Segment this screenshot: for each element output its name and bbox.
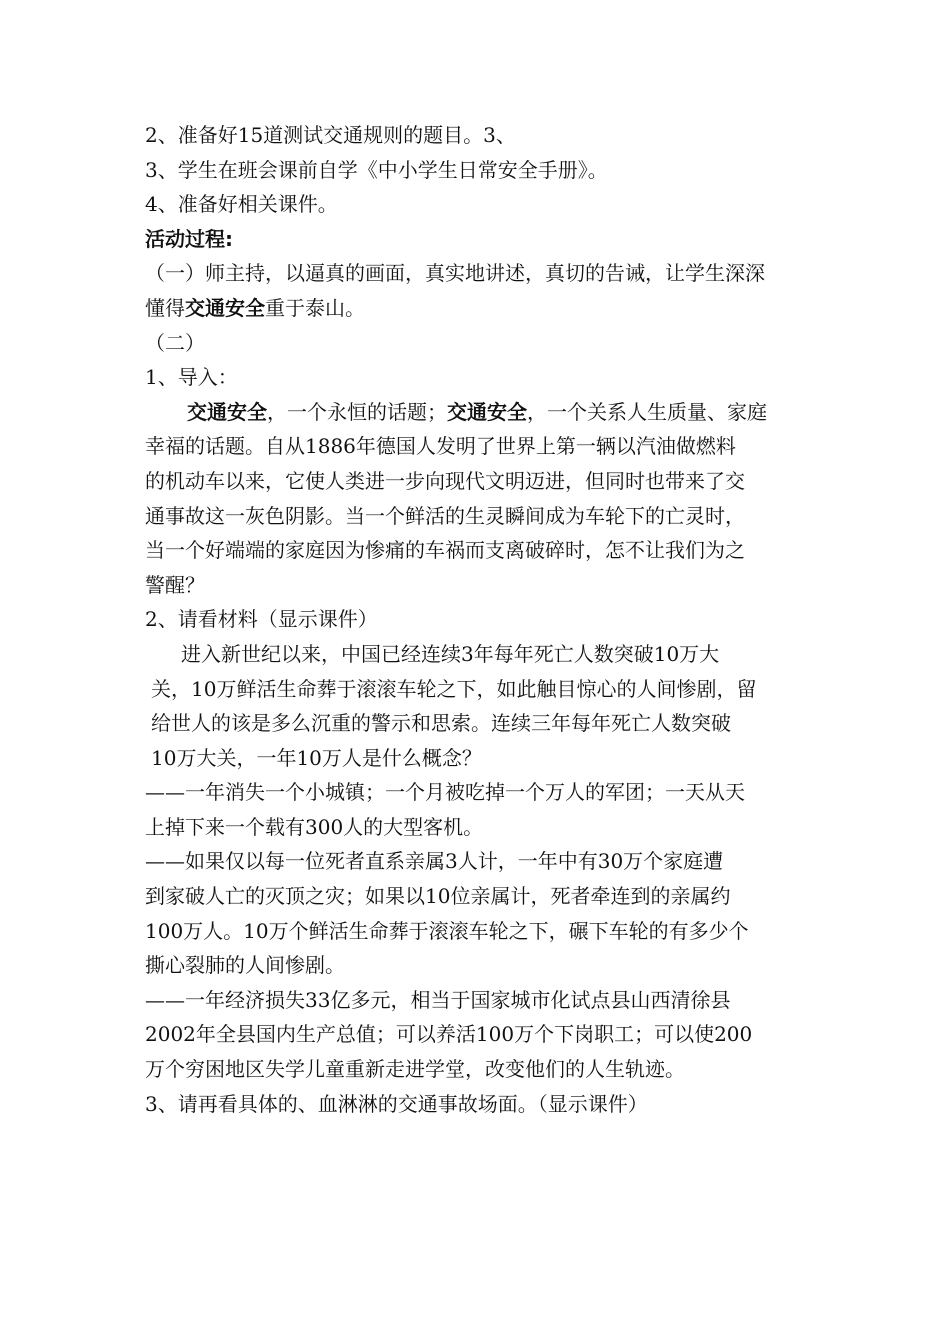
emphasis-traffic-safety: 交通安全 xyxy=(447,399,527,424)
dash-item-1-line-1: ——一年消失一个小城镇；一个月被吃掉一个万人的军团；一天从天 xyxy=(145,780,745,805)
dash-item-3-line-3: 万个穷困地区失学儿童重新走进学堂，改变他们的人生轨迹。 xyxy=(145,1057,685,1082)
step-one-line-1: （一）师主持，以逼真的画面，真实地讲述，真切的告诫，让学生深深 xyxy=(145,261,765,286)
dash-item-2-line-2: 到家破人亡的灭顶之灾；如果以10位亲属计，死者牵连到的亲属约 xyxy=(145,884,731,909)
intro-paragraph-line-2: 幸福的话题。自从1886年德国人发明了世界上第一辆以汽油做燃料 xyxy=(145,434,736,459)
dash-item-3-line-1: ——一年经济损失33亿多元，相当于国家城市化试点县山西清徐县 xyxy=(145,987,731,1012)
dash-item-2-line-3: 100万人。10万个鲜活生命葬于滚滚车轮之下，碾下车轮的有多少个 xyxy=(145,918,749,943)
material-heading: 2、请看材料（显示课件） xyxy=(145,607,378,632)
intro-paragraph-line-6: 警醒？ xyxy=(145,572,205,597)
intro-paragraph-line-1: 交通安全，一个永恒的话题；交通安全，一个关系人生质量、家庭 xyxy=(187,399,767,424)
dash-item-2-line-4: 撕心裂肺的人间惨剧。 xyxy=(145,953,345,978)
intro-paragraph-line-4: 通事故这一灰色阴影。当一个鲜活的生灵瞬间成为车轮下的亡灵时， xyxy=(145,503,745,528)
intro-paragraph-line-3: 的机动车以来，它使人类进一步向现代文明迈进，但同时也带来了交 xyxy=(145,468,745,493)
dash-item-3-line-2: 2002年全县国内生产总值；可以养活100万个下岗职工；可以使200 xyxy=(145,1022,753,1047)
dash-item-1-line-2: 上掉下来一个载有300人的大型客机。 xyxy=(145,814,484,839)
material-paragraph-line-2: 关，10万鲜活生命葬于滚滚车轮之下，如此触目惊心的人间惨剧，留 xyxy=(151,676,757,701)
material-paragraph-line-1: 进入新世纪以来，中国已经连续3年每年死亡人数突破10万大 xyxy=(181,641,720,666)
scene-heading: 3、请再看具体的、血淋淋的交通事故场面。（显示课件） xyxy=(145,1091,648,1116)
material-paragraph-line-3: 给世人的该是多么沉重的警示和思索。连续三年每年死亡人数突破 xyxy=(151,711,731,736)
intro-heading: 1、导入： xyxy=(145,365,238,390)
prep-item-2: 2、准备好15道测试交通规则的题目。3、 xyxy=(145,123,516,147)
emphasis-traffic-safety: 交通安全 xyxy=(187,399,267,424)
section-heading-activity-process: 活动过程: xyxy=(145,226,233,251)
prep-item-3: 3、学生在班会课前自学《中小学生日常安全手册》。 xyxy=(145,157,608,182)
document-page xyxy=(145,118,815,1121)
emphasis-traffic-safety: 交通安全 xyxy=(185,295,265,320)
prep-item-4: 4、准备好相关课件。 xyxy=(145,192,338,217)
material-paragraph-line-4: 10万大关，一年10万人是什么概念？ xyxy=(151,745,482,770)
step-two-label: （二） xyxy=(145,330,205,355)
dash-item-2-line-1: ——如果仅以每一位死者直系亲属3人计，一年中有30万个家庭遭 xyxy=(145,849,724,874)
step-one-line-2: 懂得交通安全重于泰山。 xyxy=(145,295,365,320)
intro-paragraph-line-5: 当一个好端端的家庭因为惨痛的车祸而支离破碎时，怎不让我们为之 xyxy=(145,538,745,563)
